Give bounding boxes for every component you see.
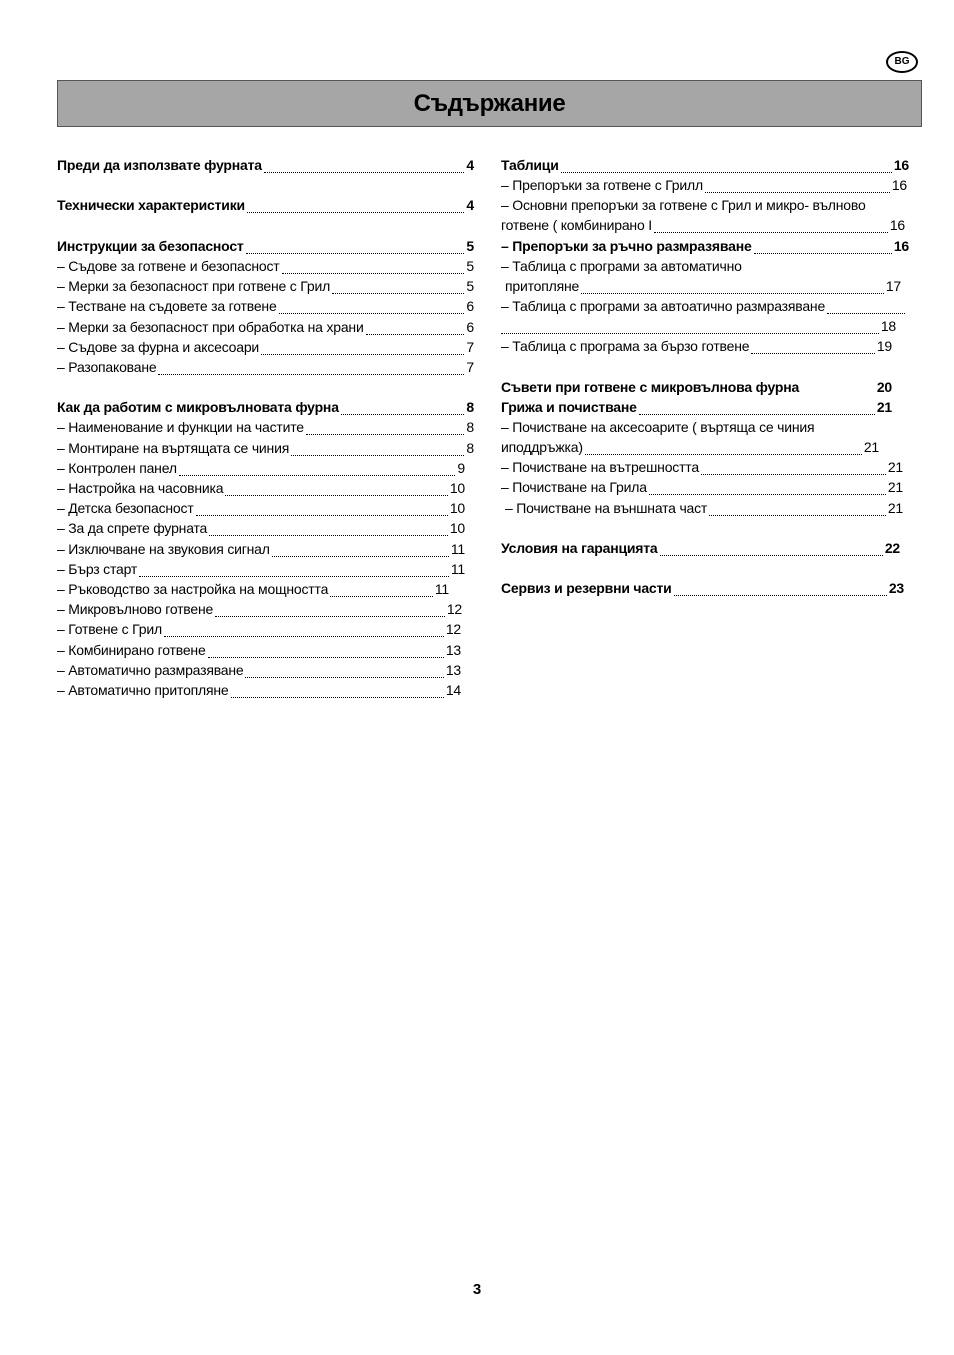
toc-entry[interactable]: – Комбинирано готвене 13 — [57, 641, 461, 658]
toc-entry[interactable]: – Препоръки за ръчно размразяване 16 — [501, 237, 909, 254]
toc-entry[interactable]: иподдръжка) 21 — [501, 439, 879, 456]
toc-entry[interactable]: Грижа и почистване 21 — [501, 398, 892, 415]
toc-entry[interactable]: готвене ( комбинирано I 16 — [501, 217, 905, 234]
toc-entry[interactable]: – Ръководство за настройка на мощността 11 — [57, 580, 449, 597]
toc-entry[interactable]: – Съдове за фурна и аксесоари 7 — [57, 338, 474, 355]
toc-entry[interactable]: – Мерки за безопасност при готвене с Грил 5 — [57, 278, 474, 295]
toc-entry[interactable]: – Разопаковане 7 — [57, 358, 474, 375]
toc-entry[interactable]: – Почистване на Грила 21 — [501, 479, 903, 496]
toc-entry[interactable]: – Автоматично размразяване 13 — [57, 661, 461, 678]
language-badge: BG — [886, 51, 918, 73]
toc-entry[interactable]: – Монтиране на въртящата се чиния 8 — [57, 439, 474, 456]
toc-entry[interactable]: – Бърз старт 11 — [57, 560, 465, 577]
toc-entry[interactable]: Преди да използвате фурната 4 — [57, 157, 474, 173]
toc-entry[interactable]: – Почистване на външната част 21 — [505, 499, 903, 516]
toc-entry[interactable]: – Детска безопасност 10 — [57, 500, 465, 517]
toc-entry[interactable]: – Изключване на звуковия сигнал 11 — [57, 540, 465, 557]
toc-entry[interactable]: Технически характеристики 4 — [57, 197, 474, 214]
toc-entry[interactable]: – Автоматично притопляне 14 — [57, 681, 461, 698]
toc-entry[interactable]: – Настройка на часовника 10 — [57, 480, 465, 496]
toc-entry[interactable]: Инструкции за безопасност 5 — [57, 237, 474, 254]
toc-entry[interactable]: 18 — [501, 316, 896, 336]
toc-entry[interactable]: притопляне 17 — [505, 277, 901, 294]
toc-entry[interactable]: – Таблица с програма за бързо готвене 19 — [501, 338, 892, 355]
toc-entry[interactable]: – За да спрете фурната 10 — [57, 520, 465, 537]
page-title: Съдържание — [57, 80, 922, 127]
toc-entry[interactable]: – Почистване на вътрешността 21 — [501, 459, 903, 476]
toc-entry[interactable]: – Микровълново готвене 12 — [57, 601, 462, 618]
toc-entry[interactable]: – Тестване на съдовете за готвене 6 — [57, 298, 474, 315]
toc-entry[interactable]: – Съдове за готвене и безопасност 5 — [57, 257, 474, 274]
toc-left-column — [57, 155, 474, 700]
toc-entry[interactable]: – Мерки за безопасност при обработка на храни 6 — [57, 318, 474, 335]
toc-entry-line[interactable]: – Основни препоръки за готвене с Грил и микро- вълново — [501, 197, 866, 214]
toc-right-column — [501, 155, 913, 599]
toc-entry[interactable]: Условия на гаранцията 22 — [501, 540, 900, 556]
toc-entry-line[interactable]: – Таблица с програми за автоматично — [501, 257, 742, 274]
toc-entry[interactable]: – Наименование и функции на частите 8 — [57, 419, 474, 436]
toc-entry[interactable]: Съвети при готвене с микровълнова фурна 20 — [501, 378, 892, 395]
toc-entry[interactable]: – Таблица с програми за автоатично размразяване — [501, 296, 907, 316]
toc-entry[interactable]: Сервиз и резервни части 23 — [501, 580, 904, 597]
toc-entry[interactable]: Как да работим с микровълновата фурна 8 — [57, 399, 474, 416]
page-number: 3 — [472, 1281, 482, 1298]
toc-entry[interactable]: – Готвене с Грил 12 — [57, 621, 461, 638]
toc-entry-line[interactable]: – Почистване на аксесоарите ( въртяща се чиния — [501, 419, 815, 436]
toc-entry[interactable]: – Контролен панел 9 — [57, 459, 465, 476]
toc-entry[interactable]: – Препоръки за готвене с Грилл 16 — [501, 177, 907, 194]
toc-entry[interactable]: Таблици 16 — [501, 157, 909, 173]
